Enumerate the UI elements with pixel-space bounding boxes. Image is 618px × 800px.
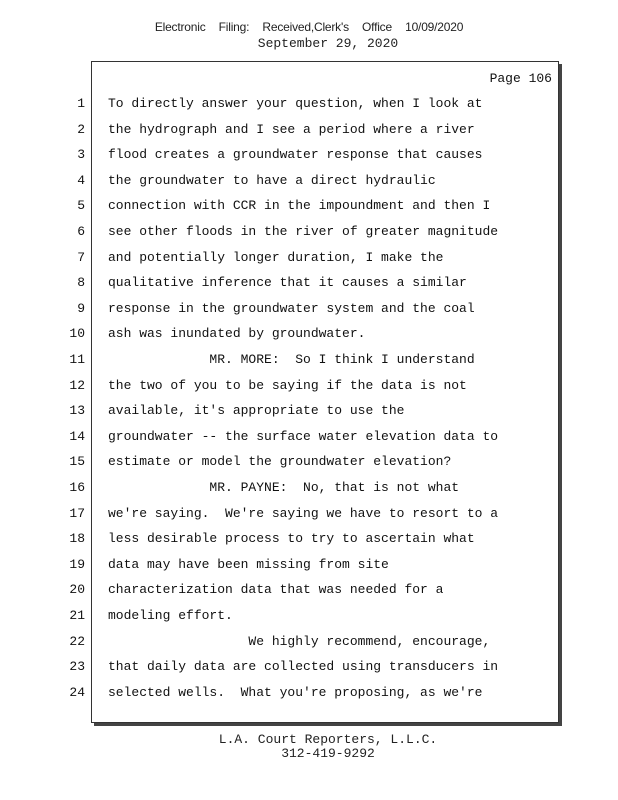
line-text: we're saying. We're saying we have to resort to a [108, 505, 499, 521]
line-number: 5 [77, 198, 85, 214]
line-number: 18 [69, 531, 85, 547]
stamp-date: 10/09/2020 [405, 20, 464, 34]
line-text: estimate or model the groundwater elevation? [108, 454, 452, 470]
line-number: 15 [69, 454, 85, 470]
transcript-date: September 29, 2020 [257, 36, 399, 51]
line-text: To directly answer your question, when I look at [108, 96, 483, 111]
stamp-received: Received,Clerk's [262, 20, 349, 34]
line-text: groundwater -- the surface water elevation data to [108, 428, 499, 444]
filing-stamp [0, 20, 618, 34]
stamp-electronic: Electronic [154, 20, 206, 34]
transcript-page [69, 61, 559, 723]
footer-company: L.A. Court Reporters, L.L.C. [218, 732, 438, 747]
footer [0, 733, 618, 761]
line-number: 16 [69, 480, 85, 495]
line-text: data may have been missing from site [108, 556, 389, 572]
line-text: that daily data are collected using transducers in [108, 659, 499, 675]
line-text: connection with CCR in the impoundment and then I [108, 198, 491, 214]
line-number: 24 [69, 684, 85, 700]
line-text: characterization data that was needed for a [108, 582, 444, 598]
line-text: qualitative inference that it causes a similar [108, 275, 467, 291]
line-text: see other floods in the river of greater magnitude [108, 224, 499, 239]
line-text: the two of you to be saying if the data is not [108, 377, 467, 393]
line-text: selected wells. What you're proposing, as we're [108, 684, 483, 700]
line-number: 11 [69, 352, 85, 367]
line-text: the hydrograph and I see a period where a river [108, 121, 475, 137]
line-text: MR. MORE: So I think I understand [108, 352, 475, 367]
line-number: 23 [69, 659, 85, 675]
line-number: 8 [77, 275, 85, 291]
line-number: 1 [77, 96, 85, 111]
line-number: 7 [77, 249, 85, 265]
line-number: 22 [69, 633, 85, 649]
stamp-office: Office [362, 20, 392, 34]
line-text: response in the groundwater system and the coal [108, 300, 475, 316]
line-text: and potentially longer duration, I make the [108, 249, 444, 265]
line-text: We highly recommend, encourage, [108, 633, 491, 649]
line-text: ash was inundated by groundwater. [108, 326, 366, 342]
line-number: 12 [69, 377, 85, 393]
line-text: available, it's appropriate to use the [108, 403, 405, 419]
line-text: less desirable process to try to ascertain what [108, 531, 475, 547]
stamp-filing: Filing: [218, 20, 250, 34]
line-number: 6 [77, 224, 85, 239]
line-number: 3 [77, 147, 85, 163]
line-number: 9 [77, 300, 85, 316]
line-number: 4 [77, 172, 85, 188]
line-text: the groundwater to have a direct hydraulic [108, 172, 436, 188]
page-number: Page 106 [489, 71, 552, 86]
line-text: flood creates a groundwater response that causes [108, 147, 483, 163]
line-number: 13 [69, 403, 85, 419]
footer-phone: 312-419-9292 [281, 746, 375, 761]
line-number: 2 [77, 121, 85, 137]
line-number: 10 [69, 326, 85, 342]
line-text: modeling effort. [108, 608, 233, 623]
line-number: 19 [69, 556, 85, 572]
line-number: 17 [69, 505, 85, 521]
line-number: 14 [69, 428, 85, 444]
line-number: 20 [69, 582, 85, 598]
line-text: MR. PAYNE: No, that is not what [108, 480, 460, 495]
line-number: 21 [69, 608, 85, 623]
